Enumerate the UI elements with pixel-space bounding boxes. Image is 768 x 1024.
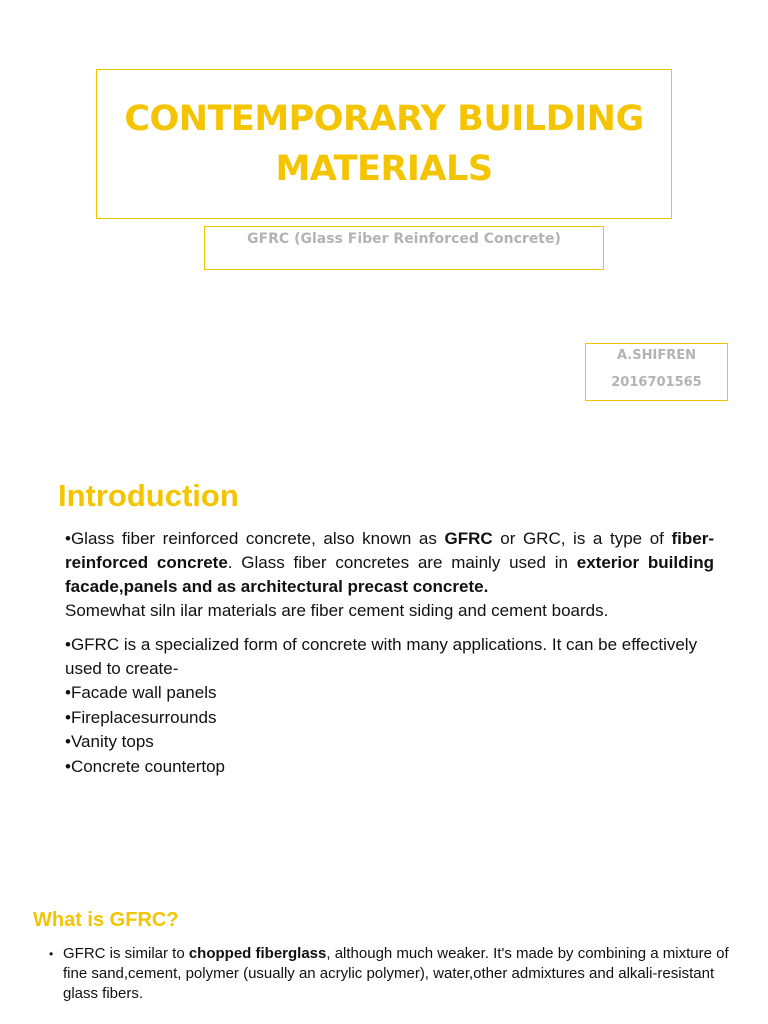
what-is-text <box>49 944 739 1004</box>
intro-bold-exterior: exterior building facade,panels and as architectural precast concrete. <box>65 553 714 596</box>
intro-bold-gfrc: GFRC <box>444 529 493 548</box>
intro-text-3: . Glass fiber concretes are mainly used in <box>227 553 577 572</box>
list-item: •Fireplacesurrounds <box>65 707 217 727</box>
intro-text-4: Somewhat siln ilar materials are fiber cement siding and cement boards. <box>65 601 609 620</box>
what-text-2: , although much weaker. It's made by combining a mixture of fine sand,cement, polymer (usually an acrylic polymer), water,other admixtures and alkali-resistant glass fibers. <box>63 945 729 1002</box>
author-name: A.SHIFREN <box>617 348 696 363</box>
intro-text-2: or GRC, is a type of <box>492 529 672 548</box>
list-item: •Vanity tops <box>65 732 154 751</box>
subtitle-box <box>204 226 604 270</box>
document-subtitle: GFRC (Glass Fiber Reinforced Concrete) <box>247 231 561 247</box>
intro-bold-fiber: fiber-reinforced concrete <box>65 529 714 572</box>
introduction-paragraph-2: •GFRC is a specialized form of concrete with many applications. It can be effectively used to create- <box>65 635 698 678</box>
author-id: 2016701565 <box>611 375 702 390</box>
bullet-icon: • <box>49 947 54 961</box>
what-is-gfrc-paragraph <box>49 944 739 1004</box>
list-item: •Concrete countertop <box>65 756 225 776</box>
document-title: CONTEMPORARY BUILDING MATERIALS <box>124 99 644 189</box>
what-is-gfrc-heading: What is GFRC? <box>33 909 179 931</box>
introduction-paragraph <box>65 527 714 623</box>
title-box <box>96 69 672 219</box>
what-text-1: GFRC is similar to <box>63 945 189 962</box>
what-bold-chopped: chopped fiberglass <box>188 945 327 962</box>
introduction-heading: Introduction <box>58 478 239 513</box>
intro-text-1: •Glass fiber reinforced concrete, also known as <box>65 529 445 548</box>
list-item: •Facade wall panels <box>65 683 217 702</box>
author-box <box>585 343 728 401</box>
applications-list <box>65 681 225 779</box>
